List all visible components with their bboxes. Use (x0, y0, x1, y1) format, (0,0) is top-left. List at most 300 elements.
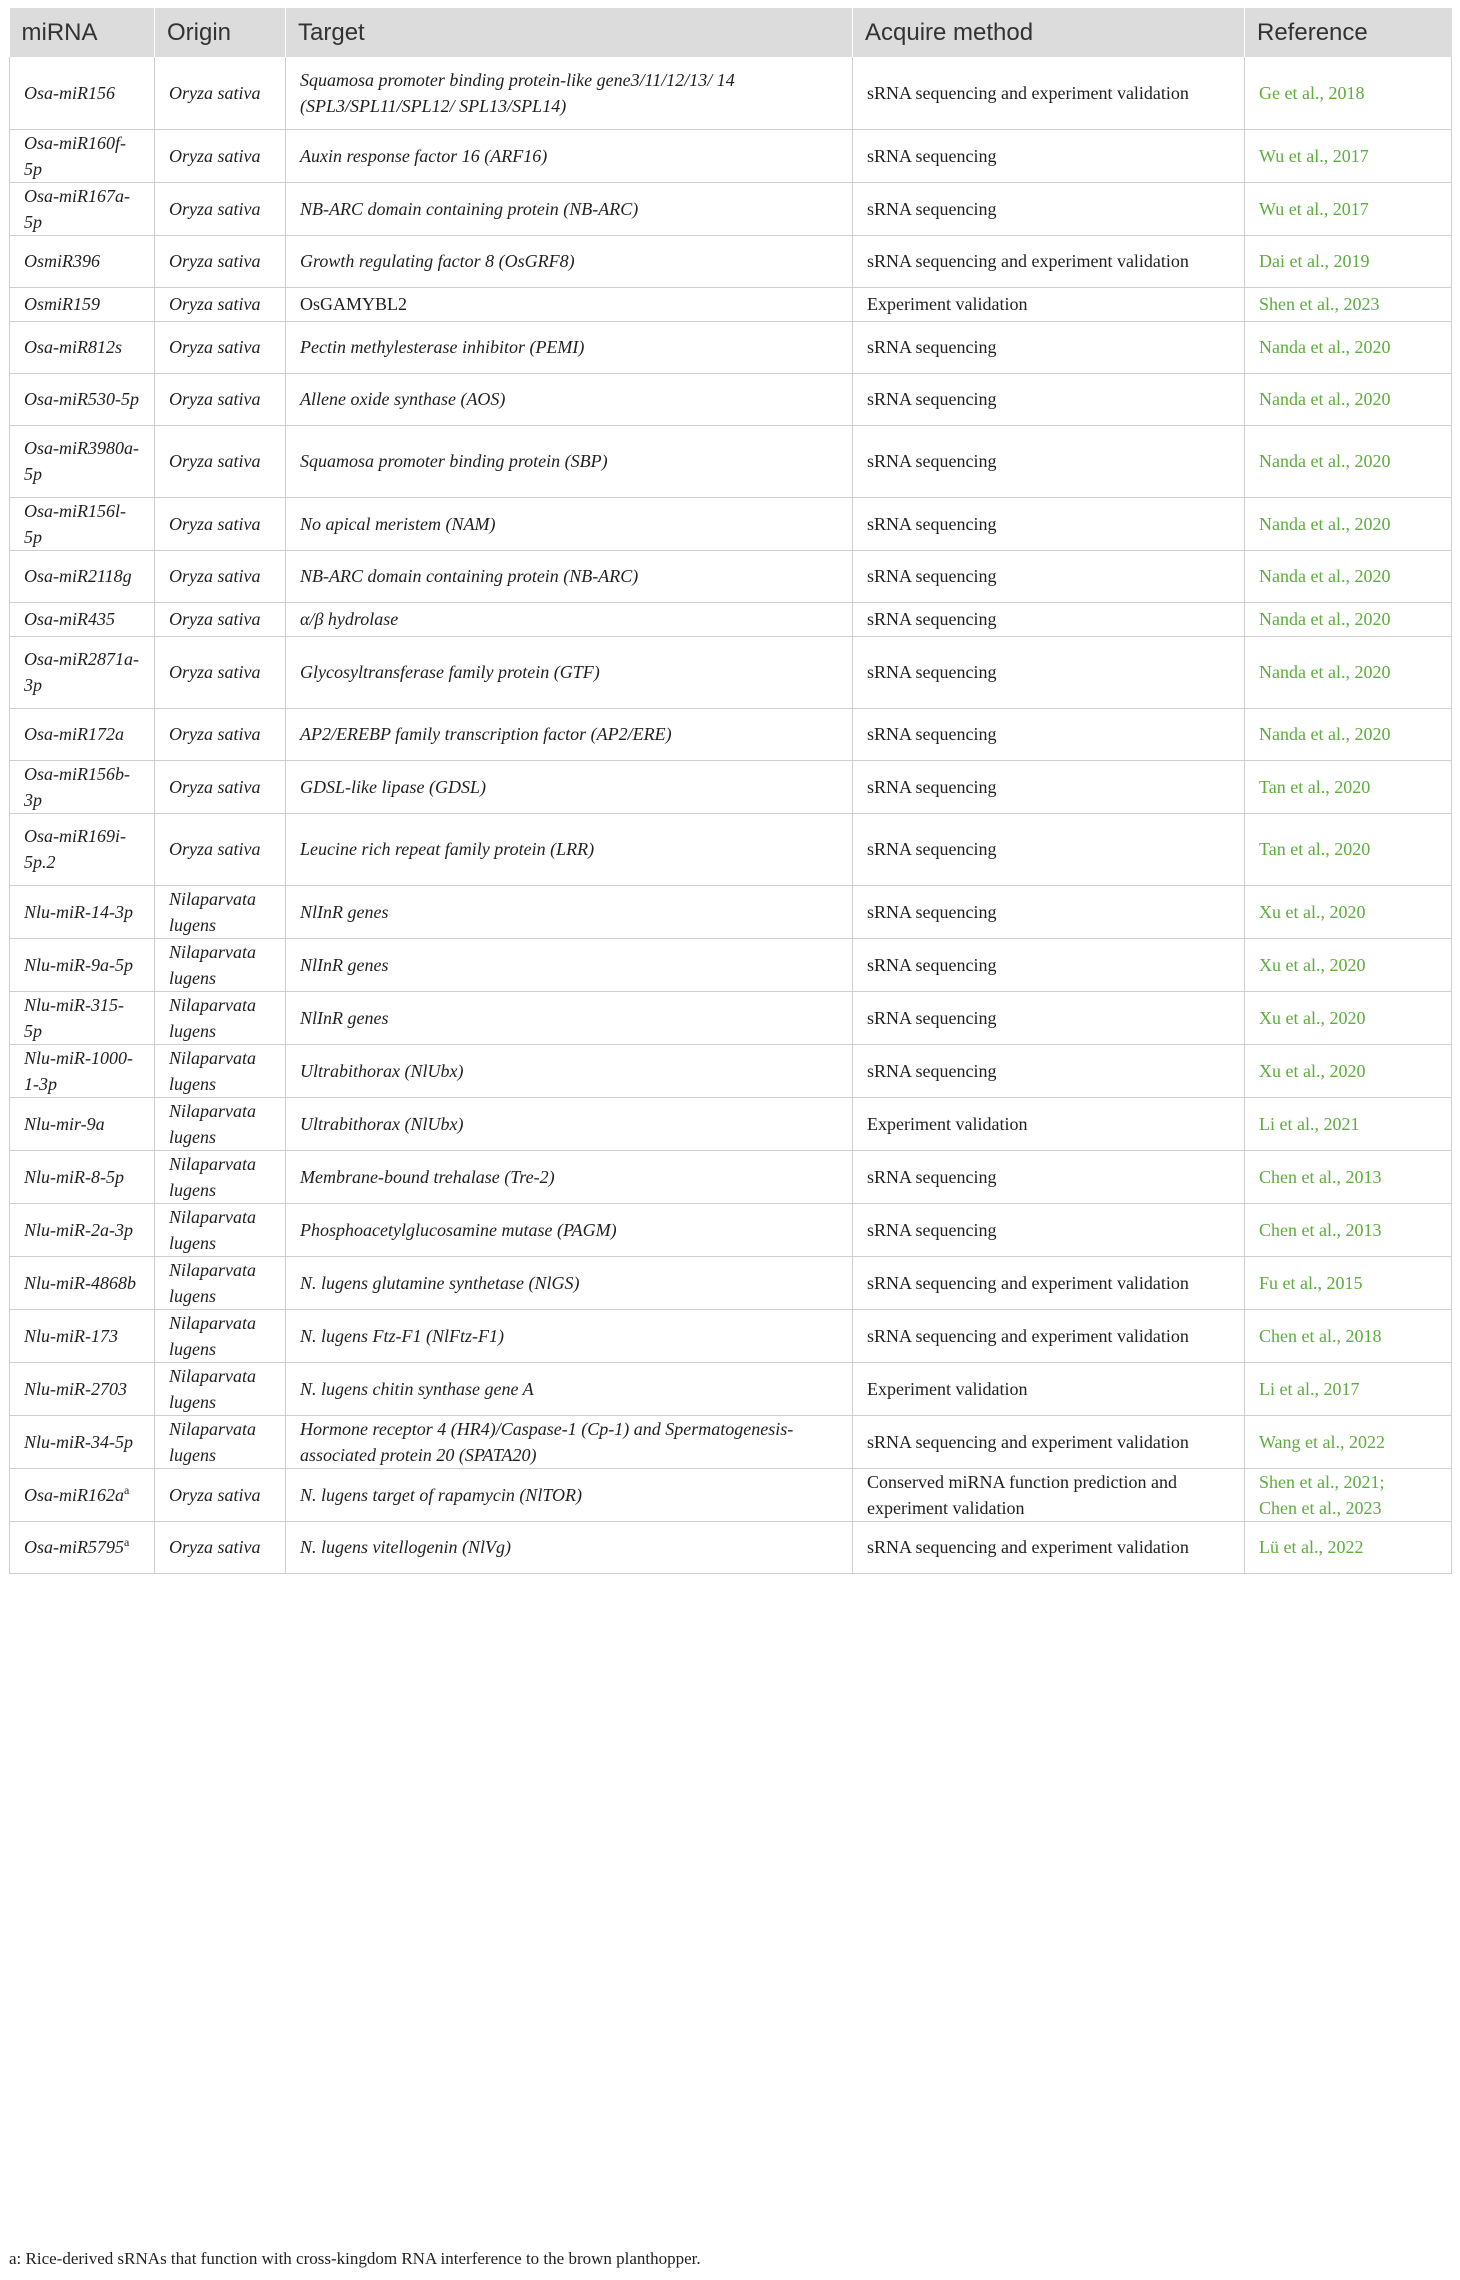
reference-link[interactable]: Nanda et al., 2020 (1259, 513, 1391, 534)
origin-cell (155, 1362, 286, 1415)
reference-link[interactable]: Chen et al., 2013 (1259, 1219, 1382, 1240)
origin-cell-text: Oryza sativa (169, 609, 261, 629)
target-cell-text: AP2/EREBP family transcription factor (AP2/ERE) (300, 724, 672, 744)
mirna-cell (10, 760, 155, 813)
reference-cell (1245, 1203, 1452, 1256)
table-row (10, 1097, 1452, 1150)
origin-cell (155, 425, 286, 497)
reference-link[interactable]: Chen et al., 2018 (1259, 1325, 1382, 1346)
reference-cell (1245, 1097, 1452, 1150)
reference-link[interactable]: Li et al., 2021 (1259, 1113, 1360, 1134)
mirna-cell-text: Osa-miR2871a-3p (24, 649, 139, 695)
reference-cell (1245, 636, 1452, 708)
target-cell-text: Hormone receptor 4 (HR4)/Caspase-1 (Cp-1) and Spermatogenesis-associated protein 20 (SPATA20) (300, 1418, 794, 1465)
method-cell-text: sRNA sequencing (867, 839, 997, 859)
table-row (10, 1309, 1452, 1362)
target-cell-text: NB-ARC domain containing protein (NB-ARC) (300, 198, 639, 219)
origin-cell-text: Nilaparvata lugens (169, 1259, 257, 1306)
target-cell-text: N. lugens vitellogenin (NlVg) (300, 1537, 511, 1557)
reference-cell (1245, 182, 1452, 235)
table-row (10, 760, 1452, 813)
origin-cell-text: Oryza sativa (169, 145, 261, 166)
method-cell (853, 182, 1245, 235)
mirna-cell-text: Osa-miR5795 (24, 1537, 124, 1557)
method-cell-text: sRNA sequencing (867, 513, 997, 534)
mirna-cell (10, 708, 155, 760)
target-cell-text: Ultrabithorax (NlUbx) (300, 1060, 464, 1081)
mirna-cell (10, 885, 155, 938)
target-cell (286, 57, 853, 129)
target-cell (286, 373, 853, 425)
table-row (10, 938, 1452, 991)
origin-cell-text: Nilaparvata lugens (169, 1206, 257, 1253)
origin-cell-text: Nilaparvata lugens (169, 1047, 257, 1094)
mirna-cell-text: Nlu-miR-9a-5p (24, 954, 133, 975)
table-row (10, 287, 1452, 321)
reference-link[interactable]: Nanda et al., 2020 (1259, 609, 1391, 629)
method-cell-text: sRNA sequencing (867, 337, 997, 357)
method-cell (853, 1256, 1245, 1309)
reference-cell (1245, 57, 1452, 129)
origin-cell (155, 373, 286, 425)
table-row (10, 550, 1452, 602)
method-cell (853, 550, 1245, 602)
method-cell (853, 1097, 1245, 1150)
table-row (10, 1150, 1452, 1203)
mirna-cell (10, 1256, 155, 1309)
origin-cell (155, 182, 286, 235)
mirna-cell-text: Osa-miR812s (24, 337, 122, 357)
reference-cell (1245, 885, 1452, 938)
reference-link[interactable]: Shen et al., 2023 (1259, 294, 1380, 314)
method-cell-text: sRNA sequencing and experiment validation (867, 1272, 1189, 1293)
origin-cell-text: Oryza sativa (169, 294, 261, 314)
origin-cell (155, 129, 286, 182)
method-cell-text: sRNA sequencing (867, 198, 997, 219)
reference-link[interactable]: Chen et al., 2023 (1259, 1497, 1382, 1518)
target-cell-text: Growth regulating factor 8 (OsGRF8) (300, 251, 575, 271)
mirna-cell (10, 550, 155, 602)
target-cell-text: NB-ARC domain containing protein (NB-ARC) (300, 566, 639, 586)
target-cell (286, 602, 853, 636)
target-cell-text: NlInR genes (300, 954, 389, 975)
reference-cell (1245, 1468, 1452, 1521)
target-cell (286, 1521, 853, 1573)
table-row (10, 1044, 1452, 1097)
reference-cell (1245, 287, 1452, 321)
mirna-cell (10, 938, 155, 991)
reference-link[interactable]: Li et al., 2017 (1259, 1378, 1360, 1399)
mirna-cell-text: Nlu-miR-2a-3p (24, 1219, 133, 1240)
method-cell (853, 1150, 1245, 1203)
origin-cell (155, 1256, 286, 1309)
target-cell (286, 1415, 853, 1468)
target-cell-text: Ultrabithorax (NlUbx) (300, 1113, 464, 1134)
reference-cell (1245, 1309, 1452, 1362)
mirna-cell-text: Nlu-miR-2703 (24, 1378, 127, 1399)
method-cell (853, 708, 1245, 760)
reference-cell (1245, 760, 1452, 813)
table-row (10, 813, 1452, 885)
mirna-cell-text: Nlu-miR-34-5p (24, 1431, 133, 1452)
target-cell-text: OsGAMYBL2 (300, 294, 408, 314)
mirna-cell-text: Nlu-mir-9a (24, 1113, 105, 1134)
mirna-cell-text: Nlu-miR-173 (24, 1325, 118, 1346)
column-header-target: Target (286, 8, 853, 57)
mirna-cell-text: OsmiR159 (24, 294, 100, 314)
target-cell-text: NlInR genes (300, 1007, 389, 1028)
method-cell (853, 497, 1245, 550)
method-cell-text: sRNA sequencing (867, 662, 997, 682)
origin-cell-text: Oryza sativa (169, 1484, 261, 1505)
reference-link[interactable]: Nanda et al., 2020 (1259, 451, 1391, 471)
reference-link[interactable]: Fu et al., 2015 (1259, 1272, 1363, 1293)
target-cell-text: Leucine rich repeat family protein (LRR) (300, 839, 595, 859)
origin-cell-text: Nilaparvata lugens (169, 994, 257, 1041)
method-cell (853, 938, 1245, 991)
method-cell-text: Experiment validation (867, 1113, 1028, 1134)
method-cell (853, 129, 1245, 182)
mirna-cell (10, 1468, 155, 1521)
method-cell (853, 1044, 1245, 1097)
origin-cell (155, 813, 286, 885)
target-cell (286, 636, 853, 708)
origin-cell-text: Oryza sativa (169, 513, 261, 534)
mirna-cell-text: Osa-miR435 (24, 609, 115, 629)
table-row (10, 1521, 1452, 1573)
target-cell (286, 287, 853, 321)
mirna-cell-text: Nlu-miR-8-5p (24, 1166, 124, 1187)
table-row (10, 708, 1452, 760)
origin-cell (155, 287, 286, 321)
method-cell-text: sRNA sequencing (867, 1219, 997, 1240)
reference-link[interactable]: Ge et al., 2018 (1259, 82, 1365, 103)
reference-cell (1245, 1415, 1452, 1468)
origin-cell-text: Oryza sativa (169, 198, 261, 219)
origin-cell-text: Oryza sativa (169, 566, 261, 586)
mirna-cell-text: Nlu-miR-14-3p (24, 901, 133, 922)
origin-cell-text: Nilaparvata lugens (169, 941, 257, 988)
mirna-cell (10, 813, 155, 885)
reference-link[interactable]: Xu et al., 2020 (1259, 1007, 1366, 1028)
reference-link[interactable]: Xu et al., 2020 (1259, 1060, 1366, 1081)
table-row (10, 1468, 1452, 1521)
origin-cell (155, 235, 286, 287)
reference-link[interactable]: Wang et al., 2022 (1259, 1431, 1386, 1452)
reference-link[interactable]: Dai et al., 2019 (1259, 251, 1370, 271)
mirna-cell (10, 373, 155, 425)
origin-cell (155, 708, 286, 760)
target-cell (286, 1256, 853, 1309)
reference-cell (1245, 991, 1452, 1044)
origin-cell (155, 636, 286, 708)
origin-cell (155, 602, 286, 636)
mirna-cell-text: Osa-miR156 (24, 82, 115, 103)
target-cell-text: Pectin methylesterase inhibitor (PEMI) (300, 337, 585, 357)
mirna-cell-text: Osa-miR169i-5p.2 (24, 826, 126, 872)
column-header-origin: Origin (155, 8, 286, 57)
mirna-cell (10, 1097, 155, 1150)
origin-cell-text: Oryza sativa (169, 662, 261, 682)
mirna-cell-text: Osa-miR156b-3p (24, 763, 130, 810)
table-row (10, 182, 1452, 235)
target-cell (286, 938, 853, 991)
method-cell-text: sRNA sequencing (867, 901, 997, 922)
target-cell-text: Auxin response factor 16 (ARF16) (300, 145, 548, 166)
method-cell (853, 636, 1245, 708)
reference-cell (1245, 425, 1452, 497)
reference-cell (1245, 813, 1452, 885)
method-cell-text: sRNA sequencing and experiment validation (867, 1431, 1189, 1452)
table-row (10, 885, 1452, 938)
target-cell-text: N. lugens chitin synthase gene A (300, 1378, 534, 1399)
origin-cell-text: Nilaparvata lugens (169, 1153, 257, 1200)
origin-cell (155, 1097, 286, 1150)
mirna-cell (10, 57, 155, 129)
table-row (10, 235, 1452, 287)
method-cell (853, 373, 1245, 425)
table-row (10, 602, 1452, 636)
target-cell-text: Squamosa promoter binding protein-like gene3/11/12/13/ 14 (SPL3/SPL11/SPL12/ SPL13/SPL14) (300, 69, 735, 116)
target-cell (286, 1309, 853, 1362)
mirna-cell-text: Osa-miR172a (24, 724, 124, 744)
mirna-cell-text: Nlu-miR-4868b (24, 1272, 136, 1293)
reference-link[interactable]: Nanda et al., 2020 (1259, 662, 1391, 682)
reference-cell (1245, 1521, 1452, 1573)
table-row (10, 373, 1452, 425)
target-cell (286, 813, 853, 885)
method-cell-text: sRNA sequencing (867, 954, 997, 975)
method-cell (853, 1203, 1245, 1256)
reference-link[interactable]: Nanda et al., 2020 (1259, 724, 1391, 744)
target-cell-text: Squamosa promoter binding protein (SBP) (300, 451, 608, 471)
target-cell-text: N. lugens target of rapamycin (NlTOR) (300, 1484, 582, 1505)
method-cell (853, 602, 1245, 636)
table-row (10, 129, 1452, 182)
origin-cell (155, 885, 286, 938)
table-row (10, 1256, 1452, 1309)
origin-cell (155, 550, 286, 602)
table-row (10, 991, 1452, 1044)
target-cell (286, 129, 853, 182)
column-header-reference: Reference (1245, 8, 1452, 57)
reference-cell (1245, 938, 1452, 991)
reference-link[interactable]: Wu et al., 2017 (1259, 198, 1369, 219)
target-cell-text: Phosphoacetylglucosamine mutase (PAGM) (300, 1219, 617, 1240)
reference-cell (1245, 708, 1452, 760)
mirna-cell-text: Osa-miR167a-5p (24, 185, 130, 232)
reference-link[interactable]: Xu et al., 2020 (1259, 901, 1366, 922)
mirna-cell (10, 287, 155, 321)
target-cell-text: NlInR genes (300, 901, 389, 922)
origin-cell-text: Nilaparvata lugens (169, 888, 257, 935)
table-row (10, 1415, 1452, 1468)
method-cell-text: sRNA sequencing (867, 451, 997, 471)
target-cell (286, 1044, 853, 1097)
method-cell (853, 235, 1245, 287)
mirna-cell-text: Osa-miR2118g (24, 566, 132, 586)
target-cell-text: α/β hydrolase (300, 609, 399, 629)
origin-cell (155, 1309, 286, 1362)
method-cell-text: sRNA sequencing and experiment validation (867, 251, 1189, 271)
mirna-cell (10, 1521, 155, 1573)
method-cell-text: sRNA sequencing (867, 609, 997, 629)
target-cell-text: N. lugens Ftz-F1 (NlFtz-F1) (300, 1325, 504, 1346)
target-cell (286, 885, 853, 938)
mirna-cell (10, 182, 155, 235)
reference-cell (1245, 497, 1452, 550)
target-cell (286, 182, 853, 235)
mirna-cell-text: Osa-miR156l-5p (24, 500, 126, 547)
origin-cell-text: Oryza sativa (169, 724, 261, 744)
method-cell-text: sRNA sequencing (867, 776, 997, 797)
table-row (10, 1362, 1452, 1415)
method-cell-text: Experiment validation (867, 1378, 1028, 1399)
mirna-cell (10, 129, 155, 182)
reference-cell (1245, 373, 1452, 425)
origin-cell-text: Oryza sativa (169, 251, 261, 271)
origin-cell (155, 497, 286, 550)
target-cell (286, 708, 853, 760)
method-cell-text: sRNA sequencing (867, 145, 997, 166)
method-cell-text: sRNA sequencing (867, 1060, 997, 1081)
method-cell-text: Conserved miRNA function prediction and experiment validation (867, 1471, 1177, 1518)
mirna-cell (10, 636, 155, 708)
method-cell-text: sRNA sequencing (867, 1166, 997, 1187)
origin-cell-text: Oryza sativa (169, 776, 261, 797)
table-row (10, 57, 1452, 129)
table-body (10, 57, 1452, 1573)
origin-cell (155, 1521, 286, 1573)
reference-cell (1245, 1362, 1452, 1415)
reference-cell (1245, 129, 1452, 182)
mirna-cell-text: OsmiR396 (24, 251, 100, 271)
method-cell (853, 813, 1245, 885)
method-cell-text: sRNA sequencing (867, 389, 997, 409)
method-cell (853, 287, 1245, 321)
method-cell-text: sRNA sequencing (867, 724, 997, 744)
origin-cell-text: Nilaparvata lugens (169, 1312, 257, 1359)
table-row (10, 425, 1452, 497)
origin-cell-text: Nilaparvata lugens (169, 1418, 257, 1465)
origin-cell (155, 991, 286, 1044)
method-cell (853, 760, 1245, 813)
reference-link[interactable]: Lü et al., 2022 (1259, 1537, 1364, 1557)
target-cell (286, 1468, 853, 1521)
reference-link[interactable]: Shen et al., 2021; (1259, 1471, 1385, 1492)
mirna-cell-text: Osa-miR3980a-5p (24, 438, 139, 484)
mirna-cell (10, 321, 155, 373)
reference-cell (1245, 235, 1452, 287)
method-cell (853, 1309, 1245, 1362)
reference-cell (1245, 550, 1452, 602)
mirna-cell (10, 1415, 155, 1468)
reference-cell (1245, 602, 1452, 636)
target-cell-text: Membrane-bound trehalase (Tre-2) (300, 1166, 555, 1187)
reference-link[interactable]: Wu et al., 2017 (1259, 145, 1369, 166)
target-cell (286, 497, 853, 550)
origin-cell-text: Oryza sativa (169, 451, 261, 471)
origin-cell-text: Oryza sativa (169, 1537, 261, 1557)
origin-cell-text: Nilaparvata lugens (169, 1365, 257, 1412)
target-cell (286, 991, 853, 1044)
target-cell-text: GDSL-like lipase (GDSL) (300, 776, 486, 797)
mirna-cell-text: Osa-miR160f-5p (24, 132, 126, 179)
method-cell (853, 1415, 1245, 1468)
footnote-marker: a (124, 1535, 130, 1549)
method-cell (853, 885, 1245, 938)
reference-cell (1245, 1044, 1452, 1097)
method-cell-text: Experiment validation (867, 294, 1028, 314)
mirna-cell (10, 602, 155, 636)
reference-cell (1245, 321, 1452, 373)
target-cell (286, 1203, 853, 1256)
mirna-cell-text: Osa-miR162a (24, 1484, 124, 1505)
table-row (10, 1203, 1452, 1256)
method-cell-text: sRNA sequencing (867, 1007, 997, 1028)
mirna-cell (10, 425, 155, 497)
origin-cell (155, 321, 286, 373)
reference-link[interactable]: Chen et al., 2013 (1259, 1166, 1382, 1187)
origin-cell-text: Oryza sativa (169, 82, 261, 103)
origin-cell-text: Nilaparvata lugens (169, 1100, 257, 1147)
reference-link[interactable]: Tan et al., 2020 (1259, 839, 1371, 859)
target-cell (286, 1150, 853, 1203)
header-row (10, 8, 1452, 57)
column-header-acquire-method: Acquire method (853, 8, 1245, 57)
target-cell (286, 1362, 853, 1415)
target-cell (286, 321, 853, 373)
origin-cell (155, 1150, 286, 1203)
method-cell-text: sRNA sequencing and experiment validation (867, 82, 1189, 103)
mirna-cell (10, 235, 155, 287)
reference-link[interactable]: Nanda et al., 2020 (1259, 566, 1391, 586)
method-cell (853, 321, 1245, 373)
mirna-cell (10, 991, 155, 1044)
reference-cell (1245, 1150, 1452, 1203)
mirna-cell (10, 1362, 155, 1415)
table-row (10, 497, 1452, 550)
mirna-cell (10, 1309, 155, 1362)
mirna-cell (10, 1150, 155, 1203)
method-cell-text: sRNA sequencing and experiment validation (867, 1325, 1189, 1346)
origin-cell (155, 938, 286, 991)
origin-cell (155, 1415, 286, 1468)
reference-link[interactable]: Xu et al., 2020 (1259, 954, 1366, 975)
target-cell (286, 760, 853, 813)
reference-link[interactable]: Nanda et al., 2020 (1259, 337, 1391, 357)
mirna-cell (10, 497, 155, 550)
method-cell (853, 1468, 1245, 1521)
method-cell (853, 991, 1245, 1044)
mirna-table (9, 8, 1452, 1574)
method-cell (853, 57, 1245, 129)
origin-cell-text: Oryza sativa (169, 337, 261, 357)
origin-cell-text: Oryza sativa (169, 839, 261, 859)
column-header-mirna: miRNA (10, 8, 155, 57)
reference-link[interactable]: Nanda et al., 2020 (1259, 389, 1391, 409)
reference-cell (1245, 1256, 1452, 1309)
origin-cell (155, 760, 286, 813)
method-cell-text: sRNA sequencing (867, 566, 997, 586)
method-cell (853, 1362, 1245, 1415)
mirna-cell-text: Nlu-miR-315-5p (24, 994, 124, 1041)
target-cell-text: No apical meristem (NAM) (300, 513, 496, 534)
mirna-cell-text: Nlu-miR-1000-1-3p (24, 1047, 133, 1094)
reference-link[interactable]: Tan et al., 2020 (1259, 776, 1371, 797)
origin-cell (155, 57, 286, 129)
table-header (10, 8, 1452, 57)
